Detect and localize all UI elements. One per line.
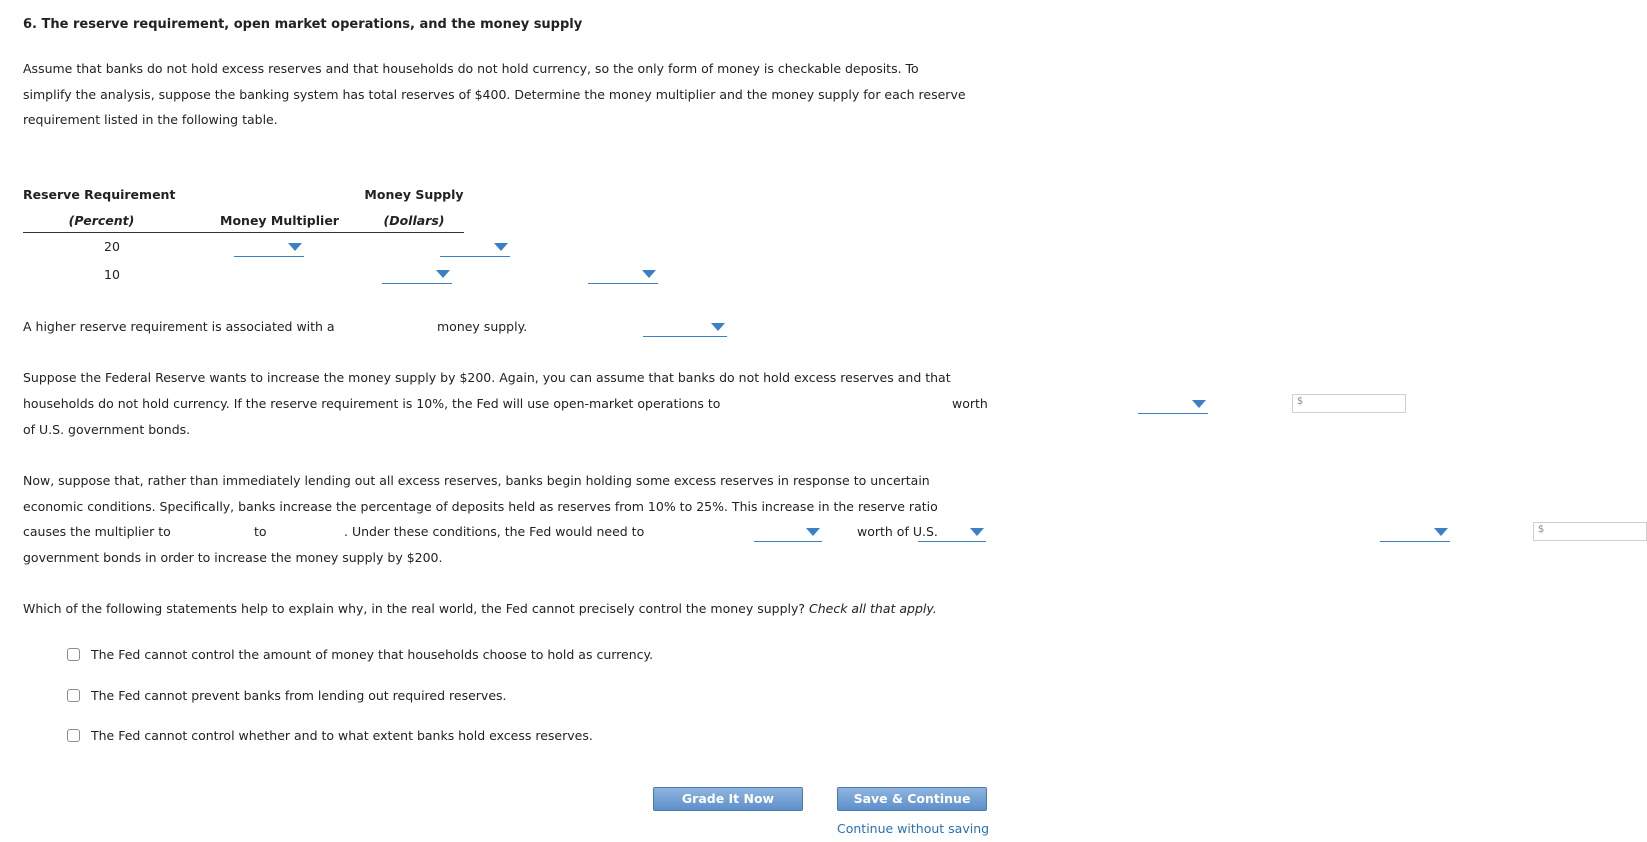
multiplier-dropdown-20[interactable] — [234, 240, 304, 257]
q4-line-3d: worth of U.S. — [857, 524, 938, 539]
fed-bond-amount-input[interactable] — [1533, 522, 1647, 541]
reserve-table — [23, 187, 464, 231]
q4-line-4: government bonds in order to increase the money supply by $200. — [23, 550, 443, 565]
q4-line-1: Now, suppose that, rather than immediately lending out all excess reserves, banks begin holding some excess reserves in response to uncertain — [23, 473, 930, 488]
money-supply-dropdown-10[interactable] — [588, 267, 658, 284]
intro-line-2: simplify the analysis, suppose the banking system has total reserves of $400. Determine the money multiplier and the money supply for each reserve — [23, 86, 966, 102]
q3-line-2: households do not hold currency. If the reserve requirement is 10%, the Fed will use open-market operations to — [23, 396, 721, 411]
chevron-down-icon — [288, 243, 302, 251]
option-label-3: The Fed cannot control whether and to what extent banks hold excess reserves. — [91, 728, 593, 743]
option-checkbox-1[interactable] — [67, 648, 80, 661]
option-label-2: The Fed cannot prevent banks from lending out required reserves. — [91, 688, 507, 703]
option-checkbox-3[interactable] — [67, 729, 80, 742]
chevron-down-icon — [436, 270, 450, 278]
chevron-down-icon — [642, 270, 656, 278]
q3-line-1: Suppose the Federal Reserve wants to increase the money supply by $200. Again, you can assume that banks do not hold excess reserves and that — [23, 370, 951, 385]
q3-line-3: of U.S. government bonds. — [23, 422, 191, 437]
intro-line-3: requirement listed in the following table. — [23, 112, 278, 127]
q4-line-3a: causes the multiplier to — [23, 524, 171, 539]
row-reserve-10: 10 — [104, 267, 120, 282]
q4-line-2: economic conditions. Specifically, banks increase the percentage of deposits held as reserves from 10% to 25%. This increase in the reserve ratio — [23, 499, 938, 514]
money-supply-direction-dropdown[interactable] — [643, 320, 727, 337]
col-money-multiplier-header: Money Multiplier — [220, 212, 339, 228]
money-supply-dropdown-20[interactable] — [440, 240, 510, 257]
q4-line-3c: . Under these conditions, the Fed would need to — [344, 524, 645, 539]
col-money-supply-sub: (Dollars) — [383, 212, 445, 228]
dollar-sign: $ — [1296, 396, 1304, 407]
q5-prompt-text: Which of the following statements help to explain why, in the real world, the Fed cannot precisely control the money supply? — [23, 601, 806, 616]
row-reserve-20: 20 — [104, 239, 120, 254]
chevron-down-icon — [494, 243, 508, 251]
open-market-action-dropdown[interactable] — [1138, 397, 1208, 414]
chevron-down-icon — [806, 528, 820, 536]
option-label-1: The Fed cannot control the amount of money that households choose to hold as currency. — [91, 647, 654, 662]
dollar-sign: $ — [1537, 524, 1545, 535]
intro-line-1: Assume that banks do not hold excess reserves and that households do not hold currency, so the only form of money is checkable deposits. To — [23, 61, 919, 76]
q2-text-before: A higher reserve requirement is associated with a — [23, 319, 335, 334]
continue-without-saving-link[interactable]: Continue without saving — [837, 821, 990, 836]
intro-paragraph — [23, 56, 1003, 133]
col-reserve-sub: (Percent) — [68, 212, 135, 228]
chevron-down-icon — [711, 323, 725, 331]
question-title: 6. The reserve requirement, open market operations, and the money supply — [23, 17, 583, 32]
q2-text-after: money supply. — [437, 319, 528, 334]
col-money-supply-header: Money Supply — [364, 187, 464, 202]
multiplier-dropdown-10[interactable] — [382, 267, 452, 284]
bond-amount-input[interactable] — [1292, 394, 1406, 413]
option-checkbox-2[interactable] — [67, 689, 80, 702]
chevron-down-icon — [970, 528, 984, 536]
chevron-down-icon — [1434, 528, 1448, 536]
q5-prompt — [23, 601, 937, 616]
fed-action-dropdown[interactable] — [1380, 525, 1450, 542]
q5-prompt-emphasis: Check all that apply. — [809, 601, 937, 616]
multiplier-from-dropdown[interactable] — [754, 525, 822, 542]
q3-worth: worth — [952, 396, 988, 411]
col-reserve-header: Reserve Requirement — [23, 187, 176, 202]
chevron-down-icon — [1192, 400, 1206, 408]
save-continue-button[interactable]: Save & Continue — [837, 787, 987, 811]
grade-it-now-button[interactable]: Grade It Now — [653, 787, 803, 811]
q4-line-3b: to — [254, 524, 267, 539]
table-header-rule — [23, 232, 464, 233]
